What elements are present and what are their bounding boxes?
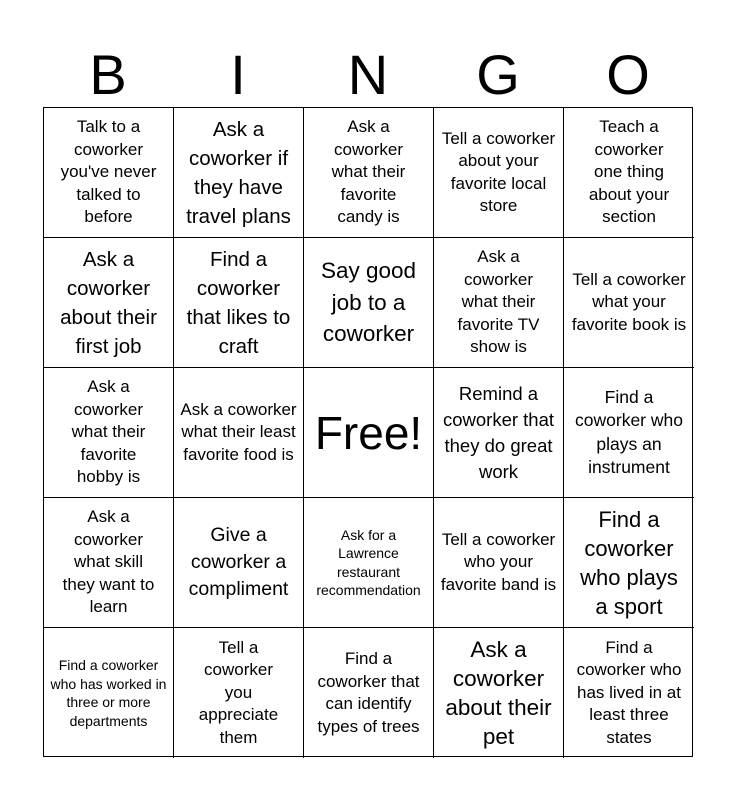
bingo-cell[interactable] xyxy=(174,628,304,758)
cell-text: Say good job to a coworker xyxy=(320,258,417,347)
free-space-cell[interactable] xyxy=(304,368,434,498)
cell-text: Tell a coworker what your favorite book is xyxy=(571,269,687,334)
cell-text: Ask a coworker if they have travel plans xyxy=(186,117,291,228)
bingo-cell[interactable] xyxy=(44,238,174,368)
free-space-text: Free! xyxy=(314,406,423,459)
bingo-cell[interactable] xyxy=(434,108,564,238)
cell-text: Tell a coworker who your favorite band is xyxy=(440,529,557,594)
bingo-cell[interactable] xyxy=(564,628,694,758)
cell-text: Find a coworker who plays an instrument xyxy=(575,386,683,477)
header-letter-i: I xyxy=(230,43,246,106)
cell-text: Ask a coworker what their favorite hobby is xyxy=(71,377,146,487)
cell-text: Ask a coworker what their least favorite food is xyxy=(180,399,297,464)
cell-text: Ask for a Lawrence restaurant recommendation xyxy=(316,526,421,598)
cell-text: Ask a coworker what skill they want to learn xyxy=(62,507,155,617)
cell-text: Find a coworker that likes to craft xyxy=(186,247,291,358)
bingo-cell[interactable] xyxy=(174,498,304,628)
cell-text: Ask a coworker about their first job xyxy=(60,247,157,358)
bingo-cell[interactable] xyxy=(304,108,434,238)
bingo-cell[interactable] xyxy=(434,628,564,758)
bingo-cell[interactable] xyxy=(564,108,694,238)
header-letter-n: N xyxy=(347,43,389,106)
cell-text: Give a coworker a compliment xyxy=(188,524,289,600)
bingo-cell[interactable] xyxy=(174,108,304,238)
bingo-header xyxy=(43,44,693,106)
cell-text: Remind a coworker that they do great work xyxy=(442,382,555,482)
cell-text: Find a coworker who has worked in three or more departments xyxy=(50,657,167,729)
bingo-cell[interactable] xyxy=(564,498,694,628)
cell-text: Talk to a coworker you've never talked to before xyxy=(60,117,157,227)
bingo-cell[interactable] xyxy=(434,498,564,628)
bingo-cell[interactable] xyxy=(564,368,694,498)
bingo-cell[interactable] xyxy=(304,628,434,758)
header-letter-b: B xyxy=(89,43,127,106)
header-letter-g: G xyxy=(476,43,520,106)
bingo-cell[interactable] xyxy=(434,238,564,368)
bingo-cell[interactable] xyxy=(44,498,174,628)
bingo-cell[interactable] xyxy=(304,238,434,368)
cell-text: Ask a coworker what their favorite TV show is xyxy=(457,247,540,357)
cell-text: Find a coworker who has lived in at least three states xyxy=(576,637,682,747)
bingo-cell[interactable] xyxy=(44,368,174,498)
bingo-card-grid xyxy=(43,107,693,757)
cell-text: Teach a coworker one thing about your section xyxy=(588,117,670,227)
cell-text: Find a coworker that can identify types of trees xyxy=(317,649,420,736)
bingo-cell[interactable] xyxy=(304,498,434,628)
bingo-cell[interactable] xyxy=(44,628,174,758)
bingo-cell[interactable] xyxy=(434,368,564,498)
cell-text: Tell a coworker you appreciate them xyxy=(198,637,279,747)
bingo-cell[interactable] xyxy=(564,238,694,368)
bingo-cell[interactable] xyxy=(44,108,174,238)
header-letter-o: O xyxy=(606,43,650,106)
bingo-cell[interactable] xyxy=(174,238,304,368)
cell-text: Ask a coworker about their pet xyxy=(445,637,552,749)
bingo-cell[interactable] xyxy=(174,368,304,498)
cell-text: Find a coworker who plays a sport xyxy=(580,506,678,619)
cell-text: Tell a coworker about your favorite local store xyxy=(441,128,556,215)
cell-text: Ask a coworker what their favorite candy is xyxy=(331,117,406,227)
